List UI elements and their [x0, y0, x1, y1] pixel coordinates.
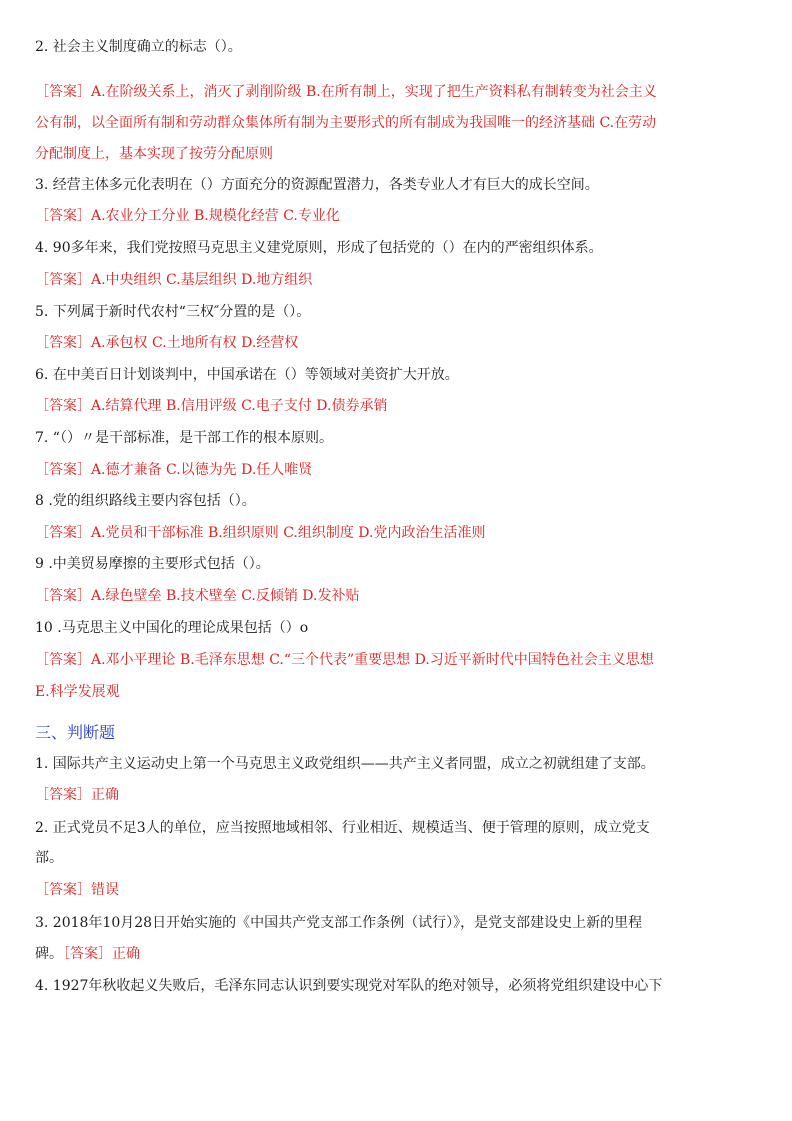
judgement-3-line-1: 3. 2018年10月28日开始实施的《中国共产党支部工作条例（试行）》，是党支部建设史上新的里程: [35, 915, 643, 931]
judgement-2-line-1: 2. 正式党员不足3人的单位，应当按照地域相邻、行业相近、规模适当、便于管理的原则，成立党支: [35, 820, 650, 836]
answer-8-text: ［答案］A.党员和干部标准 B.组织原则 C.组织制度 D.党内政治生活准则: [35, 525, 486, 541]
question-10-text: 10 .马克思主义中国化的理论成果包括（）o: [35, 620, 309, 636]
answer-4-text: ［答案］A.中央组织 C.基层组织 D.地方组织: [35, 272, 313, 288]
question-8-text: 8 .党的组织路线主要内容包括（）。: [35, 493, 256, 509]
judgement-2-line-2: 部。: [35, 850, 63, 866]
judgement-2-answer: ［答案］错误: [35, 882, 119, 898]
question-7-text: 7. “（）〃是干部标准，是干部工作的根本原则。: [35, 430, 333, 446]
answer-10-line-2: E.科学发展观: [35, 684, 120, 700]
answer-9-text: ［答案］A.绿色壁垒 B.技术壁垒 C.反倾销 D.发补贴: [35, 588, 360, 604]
answer-3-text: ［答案］A.农业分工分业 B.规模化经营 C.专业化: [35, 208, 340, 224]
question-5-text: 5. 下列属于新时代农村“三权″分置的是（）。: [35, 304, 311, 320]
question-2-text: 2. 社会主义制度确立的标志（）。: [35, 39, 242, 55]
answer-2-line-3: 分配制度上，基本实现了按劳分配原则: [35, 146, 273, 162]
question-4-text: 4. 90多年来，我们党按照马克思主义建党原则，形成了包括党的（）在内的严密组织体系。: [35, 240, 603, 256]
question-6-text: 6. 在中美百日计划谈判中，中国承诺在（）等领域对美资扩大开放。: [35, 367, 459, 383]
answer-5-text: ［答案］A.承包权 C.土地所有权 D.经营权: [35, 335, 299, 351]
question-9-text: 9 .中美贸易摩擦的主要形式包括（）。: [35, 556, 270, 572]
question-3-text: 3. 经营主体多元化表明在（）方面充分的资源配置潜力，各类专业人才有巨大的成长空间。: [35, 177, 599, 193]
judgement-3-tail: 碑。: [35, 946, 63, 962]
judgement-1-answer: ［答案］正确: [35, 787, 119, 803]
judgement-3-line-2: [35, 939, 760, 970]
judgement-4-text: 4. 1927年秋收起义失败后，毛泽东同志认识到要实现党对军队的绝对领导，必须将党组织建设中心下: [35, 978, 663, 994]
answer-2-line-1: ［答案］A.在阶级关系上，消灭了剥削阶级 B.在所有制上，实现了把生产资料私有制转变为社会主义: [35, 84, 657, 100]
judgement-1-text: 1. 国际共产主义运动史上第一个马克思主义政党组织——共产主义者同盟，成立之初就组建了支部。: [35, 756, 655, 772]
answer-2-line-2: 公有制，以全面所有制和劳动群众集体所有制为主要形式的所有制成为我国唯一的经济基础 C.在劳动: [35, 115, 657, 131]
answer-6-text: ［答案］A.结算代理 B.信用评级 C.电子支付 D.债券承销: [35, 398, 388, 414]
answer-10-line-1: ［答案］A.邓小平理论 B.毛泽东思想 C.“三个代表”重要思想 D.习近平新时代中国特色社会主义思想: [35, 652, 654, 668]
section-heading: 三、判断题: [35, 723, 116, 742]
answer-7-text: ［答案］A.德才兼备 C.以德为先 D.任人唯贤: [35, 462, 313, 478]
judgement-3-answer: ［答案］正确: [63, 946, 140, 962]
